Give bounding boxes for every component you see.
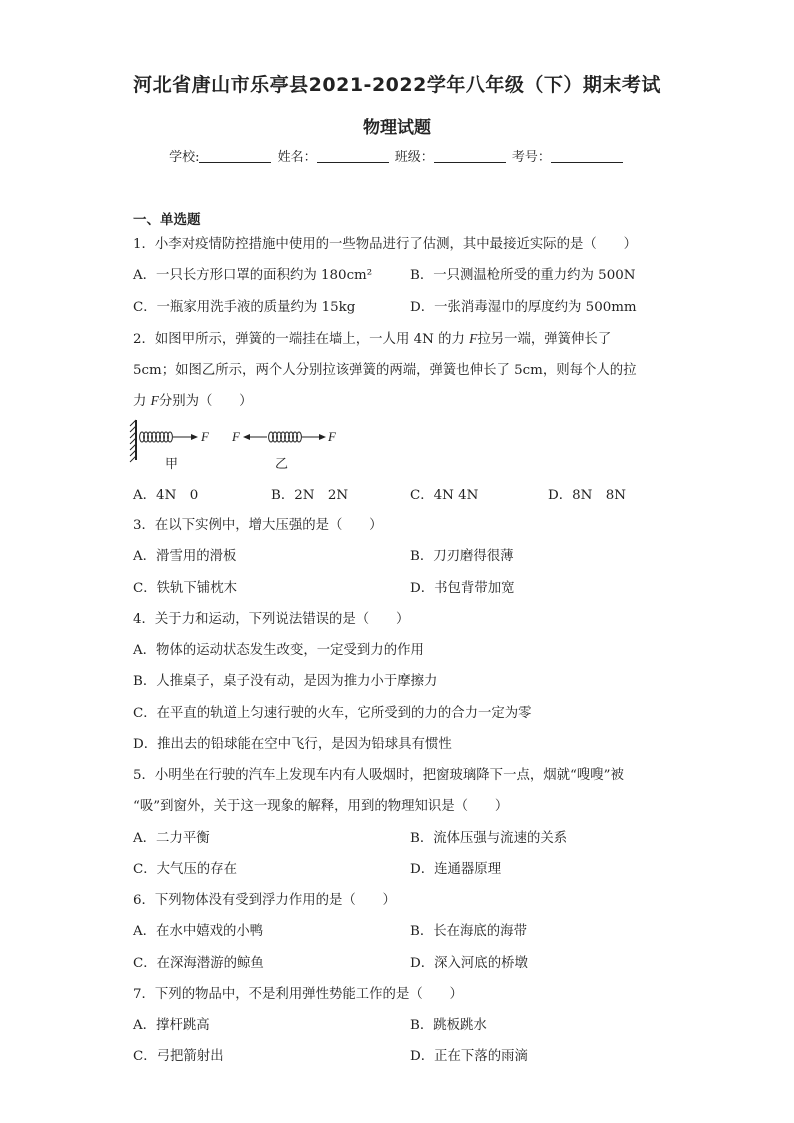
figure-label-jia: 甲 xyxy=(165,457,179,472)
exam-subtitle: 物理试题 xyxy=(363,118,431,138)
question-4-stem: 4．关于力和运动，下列说法错误的是（ ） xyxy=(133,612,410,627)
class-label: 班级： xyxy=(394,150,434,165)
q7-option-a: A．撑杆跳高 xyxy=(133,1018,210,1033)
exam-no-blank xyxy=(551,150,623,163)
q5-option-a: A．二力平衡 xyxy=(133,831,210,846)
question-2-stem-line-1: 2．如图甲所示，弹簧的一端挂在墙上，一人用 4N 的力 F拉另一端，弹簧伸长了 xyxy=(133,331,612,347)
q7-option-b: B．跳板跳水 xyxy=(410,1018,487,1033)
q6-option-d: D．深入河底的桥墩 xyxy=(410,956,528,971)
section-title: 一、单选题 xyxy=(133,212,201,228)
school-blank xyxy=(199,150,271,163)
q4-option-c: C．在平直的轨道上匀速行驶的火车，它所受到的力的合力一定为零 xyxy=(133,706,532,721)
student-info-line xyxy=(0,146,794,165)
q3-option-c: C．铁轨下铺枕木 xyxy=(133,581,237,596)
exam-title: 河北省唐山市乐亭县2021-2022学年八年级（下）期末考试 xyxy=(133,74,661,96)
q6-option-a: A．在水中嬉戏的小鸭 xyxy=(133,924,264,939)
question-5-stem-line-2: “吸”到窗外，关于这一现象的解释，用到的物理知识是（ ） xyxy=(133,799,509,814)
q2-option-c: C．4N 4N xyxy=(410,488,479,503)
question-1-stem: 1．小李对疫情防控措施中使用的一些物品进行了估测，其中最接近实际的是（ ） xyxy=(133,237,637,252)
q5-option-d: D．连通器原理 xyxy=(410,862,502,877)
question-3-stem: 3．在以下实例中，增大压强的是（ ） xyxy=(133,518,383,533)
force-label-yi-left: F xyxy=(232,429,240,444)
question-5-stem-line-1: 5．小明坐在行驶的汽车上发现车内有人吸烟时，把窗玻璃降下一点，烟就“嗖嗖”被 xyxy=(133,768,624,783)
spring-yi xyxy=(269,432,302,442)
question-2-stem-line-2: 5cm；如图乙所示，两个人分别拉该弹簧的两端，弹簧也伸长了 5cm，则每个人的拉 xyxy=(133,363,637,378)
force-label-jia: F xyxy=(201,429,209,444)
q3-option-b: B．刀刃磨得很薄 xyxy=(410,549,514,564)
q4-option-d: D．推出去的铅球能在空中飞行，是因为铅球具有惯性 xyxy=(133,737,452,752)
q6-option-b: B．长在海底的海带 xyxy=(410,924,527,939)
q3-option-d: D．书包背带加宽 xyxy=(410,581,515,596)
question-2-stem-line-3: 力 F分别为（ ） xyxy=(133,393,253,409)
q7-option-d: D．正在下落的雨滴 xyxy=(410,1049,528,1064)
class-blank xyxy=(434,150,506,163)
q2-option-a: A．4N 0 xyxy=(133,488,199,503)
q2-option-b: B．2N 2N xyxy=(271,488,349,503)
question-6-stem: 6．下列物体没有受到浮力作用的是（ ） xyxy=(133,893,396,908)
q1-option-a: A．一只长方形口罩的面积约为 180cm² xyxy=(133,268,373,283)
spring-jia xyxy=(140,432,173,442)
q4-option-a: A．物体的运动状态发生改变，一定受到力的作用 xyxy=(133,643,424,658)
q7-option-c: C．弓把箭射出 xyxy=(133,1049,224,1064)
q5-option-c: C．大气压的存在 xyxy=(133,862,237,877)
q4-option-b: B．人推桌子，桌子没有动，是因为推力小于摩擦力 xyxy=(133,674,438,689)
question-7-stem: 7．下列的物品中，不是利用弹性势能工作的是（ ） xyxy=(133,987,463,1002)
spring-figure xyxy=(128,418,348,474)
name-blank xyxy=(317,150,389,163)
force-label-yi-right: F xyxy=(328,429,336,444)
q2-option-d: D．8N 8N xyxy=(548,488,626,503)
q3-option-a: A．滑雪用的滑板 xyxy=(133,549,237,564)
school-label: 学校: xyxy=(169,150,200,165)
figure-label-yi: 乙 xyxy=(275,457,289,472)
name-label: 姓名： xyxy=(277,150,317,165)
q1-option-b: B．一只测温枪所受的重力约为 500N xyxy=(410,268,636,283)
exam-no-label: 考号： xyxy=(511,150,551,165)
q1-option-c: C．一瓶家用洗手液的质量约为 15kg xyxy=(133,300,356,315)
q5-option-b: B．流体压强与流速的关系 xyxy=(410,831,568,846)
q1-option-d: D．一张消毒湿巾的厚度约为 500mm xyxy=(410,300,637,315)
q6-option-c: C．在深海潜游的鲸鱼 xyxy=(133,956,264,971)
